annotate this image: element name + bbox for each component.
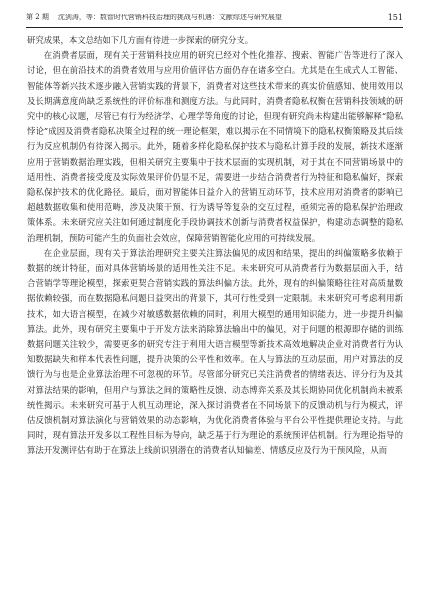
page-number: 151	[387, 12, 403, 22]
paragraph-consumer-level: 在消费者层面，现有关于营销科技应用的研究已经对个性化推荐、搜索、智能广告等进行了深入讨论，但在前沿技术的消费者效用与应用价值评估方面仍存在诸多空白。尤其是在生成式人工智能、智能体等新兴技术逐步融入营销实践的背景下，消费者对这些技术带来的真实价值感知、使用效用以及长期满意度尚缺乏系统性的评价标准和测度方法。与此同时，消费者隐私权衡在营销科技领域的研究中的核心议题，尽管已有行为经济学、心理学等角度的讨论，但现有研究尚未构建出能够解释“隐私悖论”成因及消费者隐私决策全过程的统一理论框架，难以揭示在不同情境下的隐私权衡策略及其后续行为反应机制仍有待深入揭示。此外，随着多样化隐私保护技术与隐私计算手段的发展，新技术逐渐应用于营销数据治理实践，但相关研究主要集中于技术层面的实现机制，对于其在不同营销场景中的适用性、消费者接受度及实际效果评价仍显不足，需要进一步结合消费者行为特征和隐私偏好，探索隐私保护技术的优化路径。最后，面对智能体日益介入的营销互动环节，技术应用对消费者的影响已超越数据收集和使用范畴，涉及决策干预、行为诱导等复杂的交互过程，亟须完善的隐私保护治理政策体系。未来研究应关注如何通过制度化手段协调技术创新与消费者权益保护，构建动态调整的隐私治理机制，预防可能产生的负面社会效应，保障营销智能化应用的可持续发展。	[27, 50, 403, 243]
article-body	[27, 33, 403, 603]
paragraph-continuation: 研究成果，本文总结如下几方面有待进一步探索的研究分支。	[27, 35, 254, 45]
page-header	[26, 10, 403, 25]
header-rule	[26, 27, 403, 28]
issue-number: 第 2 期	[26, 13, 49, 21]
paragraph-enterprise-level: 在企业层面，现有关于算法治理研究主要关注算法偏见的成因和结果，提出的纠偏策略多依赖于数据的统计特征，面对具体营销场景的适用性关注不足。未来研究可从消费者行为数据层面入手，结合营销学等理论模型，探索更契合营销实践的算法纠偏方法。此外，现有的纠偏策略往往对高质量数据依赖较强，而在数据隐私问题日益突出的背景下，其可行性受到一定限制。未来研究可考虑利用新技术，如大语言模型，在减少对敏感数据依赖的同时，利用大模型的通用知识能力，进一步提升纠偏算法。此外，现有研究主要集中于开发方法来消除算法输出中的偏见，对于问题的根源即存储的训练数据问题关注较少，需要更多的研究专注于利用大语言模型等新技术高效地解决企业对消费者行为认知数据缺失和样本代表性问题，提升决策的公平性和效率。在人与算法的互动层面，用户对算法的反馈行为与也是企业算法治理不可忽视的环节。尽管部分研究已关注消费者的情绪表达、评分行为及其对算法结果的影响，但用户与算法之间的策略性反馈、动态博弈关系及其长期协同优化机制尚未被系统性揭示。未来研究可基于人机互动理论，深入探讨消费者在不同场景下的反馈动机与行为模式，评估反馈机制对算法演化与营销效果的动态影响，为优化消费者体验与平台公平性提供理论支持。与此同时，现有算法开发多以工程性目标为导向，缺乏基于行为理论的系统预评估机制。行为理论指导的算法开发测评估有助于在算法上线前识别潜在的消费者认知偏差、情感反应及行为干预风险，从而	[27, 247, 403, 456]
running-title: 沈剑涛，等：数智时代营销科技治理的挑战与机遇：文献综述与研究展望	[57, 14, 282, 21]
